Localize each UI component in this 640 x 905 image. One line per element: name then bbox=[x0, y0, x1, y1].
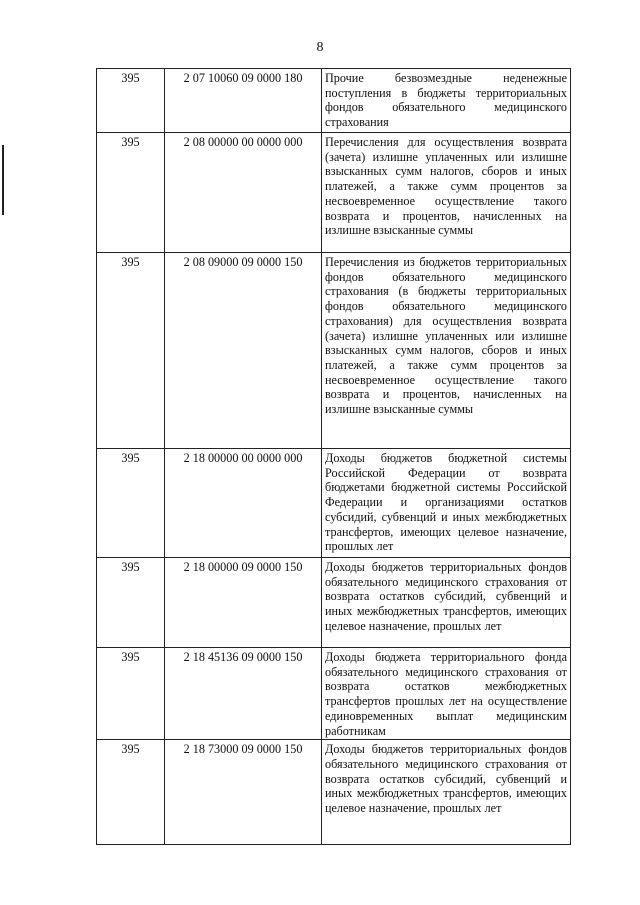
kbk-code-cell: 2 08 00000 00 0000 000 bbox=[165, 133, 322, 253]
admin-code-cell: 395 bbox=[97, 253, 165, 449]
budget-classification-table bbox=[96, 68, 571, 845]
admin-code-cell: 395 bbox=[97, 449, 165, 558]
kbk-code-cell: 2 18 00000 00 0000 000 bbox=[165, 449, 322, 558]
table-row bbox=[97, 253, 571, 449]
income-name-cell: Доходы бюджетов территориальных фондов обязательного медицинского страхования от возврата остатков субсидий, субвенций и иных межбюджетных трансфертов, имеющих целевое назначение, прошлых лет bbox=[322, 558, 571, 648]
table-row bbox=[97, 133, 571, 253]
table-row bbox=[97, 558, 571, 648]
kbk-code-cell: 2 07 10060 09 0000 180 bbox=[165, 69, 322, 133]
admin-code-cell: 395 bbox=[97, 69, 165, 133]
admin-code-cell: 395 bbox=[97, 558, 165, 648]
admin-code-cell: 395 bbox=[97, 740, 165, 845]
margin-mark bbox=[2, 145, 4, 215]
kbk-code-cell: 2 08 09000 09 0000 150 bbox=[165, 253, 322, 449]
income-name-cell: Доходы бюджетов территориальных фондов обязательного медицинского страхования от возврата остатков субсидий, субвенций и иных межбюджетных трансфертов, имеющих целевое назначение, прошлых лет bbox=[322, 740, 571, 845]
kbk-code-cell: 2 18 45136 09 0000 150 bbox=[165, 648, 322, 740]
table-row bbox=[97, 69, 571, 133]
admin-code-cell: 395 bbox=[97, 648, 165, 740]
admin-code-cell: 395 bbox=[97, 133, 165, 253]
kbk-code-cell: 2 18 00000 09 0000 150 bbox=[165, 558, 322, 648]
income-name-cell: Перечисления из бюджетов территориальных фондов обязательного медицинского страхования (в бюджеты территориальных фондов обязательного медицинского страхования) для осуществления возврата (зачета) излишне уплаченных или излишне взысканных сумм налогов, сборов и иных платежей, а также сумм процентов за несвоевременное осуществление такого возврата и процентов, начисленных на излишне взысканные суммы bbox=[322, 253, 571, 449]
kbk-code-cell: 2 18 73000 09 0000 150 bbox=[165, 740, 322, 845]
table-row bbox=[97, 740, 571, 845]
income-name-cell: Доходы бюджета территориального фонда обязательного медицинского страхования от возврата остатков межбюджетных трансфертов прошлых лет на осуществление единовременных выплат медицинским работникам bbox=[322, 648, 571, 740]
table-row bbox=[97, 449, 571, 558]
page-number: 8 bbox=[316, 40, 324, 55]
income-name-cell: Прочие безвозмездные неденежные поступления в бюджеты территориальных фондов обязательного медицинского страхования bbox=[322, 69, 571, 133]
income-name-cell: Доходы бюджетов бюджетной системы Российской Федерации от возврата бюджетами бюджетной системы Российской Федерации и организациями остатков субсидий, субвенций и иных межбюджетных трансфертов, имеющих целевое назначение, прошлых лет bbox=[322, 449, 571, 558]
table-row bbox=[97, 648, 571, 740]
income-name-cell: Перечисления для осуществления возврата (зачета) излишне уплаченных или излишне взысканных сумм налогов, сборов и иных платежей, а также сумм процентов за несвоевременное осуществление такого возврата и процентов, начисленных на излишне взысканные суммы bbox=[322, 133, 571, 253]
